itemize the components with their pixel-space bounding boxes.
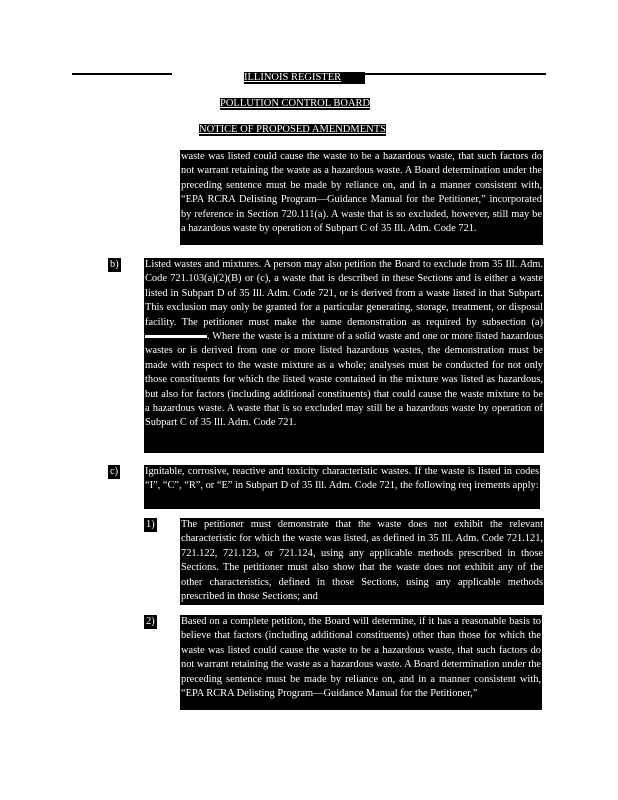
item-1-marker: 1) [146,519,155,530]
section-b-marker: b) [110,259,119,270]
item-2-paragraph: Based on a complete petition, the Board will determine, if it has a reasonable basis to believe that factors (including additional constituents) other than those for which the waste was listed could cause the waste to be a hazardous waste, that such factors do not warrant retaining the waste as a hazardous waste. A Board determination under the preceding sentence must be made by reliance on, and in a manner consistent with, “EPA RCRA Delisting Program—Guidance Manual for the Petitioner,” [180,615,542,710]
register-title: ILLINOIS REGISTER [244,72,365,84]
section-b-text-part2: . Where the waste is a mixture of a solid waste and one or more listed hazardous wastes or is derived from one or more listed hazardous wastes, the demonstration must be made with respect to the waste mixture as a whole; analyses must be conducted for not only those constituents for which the listed waste contained in the mixture was listed as hazardous, but also for factors (including additional constituents) that could cause the waste mixture to be a hazardous waste. A waste that is so excluded may still be a hazardous waste by operation of Subpart C of 35 Ill. Adm. Code 721. [145,331,543,429]
item-1-paragraph: The petitioner must demonstrate that the waste does not exhibit the relevant characteristic for which the waste was listed, as defined in 35 Ill. Adm. Code 721.121, 721.122, 721.123, or 721.124, using any applicable methods prescribed in those Sections. The petitioner must also show that the waste does not exhibit any of the other characteristics, defined in those Sections, using any applicable methods prescribed in those Sections; and [180,518,544,605]
continuation-paragraph: waste was listed could cause the waste to be a hazardous waste, that such factors do not warrant retaining the waste as a hazardous waste. A Board determination under the preceding sentence must be made by reliance on, and in a manner consistent with, “EPA RCRA Delisting Program—Guidance Manual for the Petitioner,” incorporated by reference in Section 720.111(a). A waste that is so excluded, however, still may be a hazardous waste by operation of Subpart C of 35 Ill. Adm. Code 721. [180,150,543,245]
redaction-mark [145,335,207,338]
board-title: POLLUTION CONTROL BOARD [220,98,371,109]
notice-title: NOTICE OF PROPOSED AMENDMENTS [199,124,386,135]
section-b-paragraph [144,258,544,453]
section-b-text-part1: Listed wastes and mixtures. A person may also petition the Board to exclude from 35 Ill. Adm. Code 721.103(a)(2)(B) or (c), a waste that is described in these Sections and is either a waste listed in Subpart D of 35 Ill. Adm. Code 721, or is derived from a waste listed in that Subpart. This exclusion may only be granted for a particular generating, storage, treatment, or disposal facility. The petitioner must make the same demonstration as required by subsection (a) [145,259,543,328]
item-2-marker: 2) [146,616,155,627]
header-rule-left [72,73,172,75]
section-c-marker: c) [110,466,119,477]
section-c-paragraph: Ignitable, corrosive, reactive and toxicity characteristic wastes. If the waste is listed in codes “I”, “C”, “R”, or “E” in Subpart D of 35 Ill. Adm. Code 721, the following req irements apply: [144,465,540,509]
header-rule-right [365,73,546,75]
